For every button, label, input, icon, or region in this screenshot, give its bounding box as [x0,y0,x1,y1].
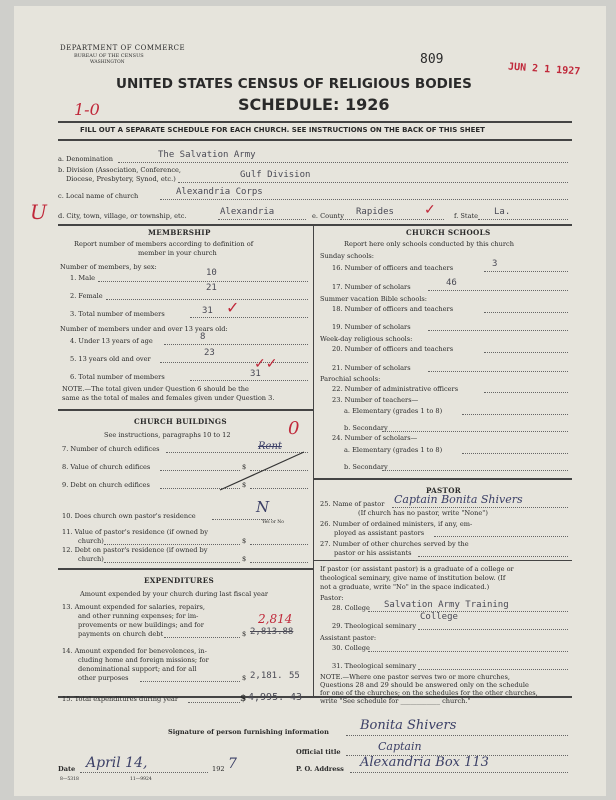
q6-checkmarks: ✓✓ [254,356,278,372]
q24b-line [382,470,568,471]
q13-label-1: 13. Amount expended for salaries, repairs, [62,603,205,611]
q30-label: 30. College [332,644,370,652]
q19-line [428,330,568,331]
q12-label-2: church) [78,555,104,563]
city-value: Alexandria [220,207,275,217]
q15-dollar: $ [240,694,247,704]
expenditures-title: EXPENDITURES [144,576,214,585]
pastor-note-4: write "See schedule for ____________ church." [320,697,471,705]
q4-label: 4. Under 13 years of age [70,337,153,345]
q21-line [428,371,568,372]
q27-label-2: pastor or his assistants [334,549,412,557]
q13-label-4: payments on church debt [78,630,164,638]
q18-line [484,312,568,313]
q25-line [392,507,568,508]
vacation-schools-label: Summer vacation Bible schools: [320,295,428,303]
buildings-strike-mark [218,448,308,494]
q11-label-2: church) [78,537,104,545]
denomination-line [118,162,568,163]
instruction-line: FILL OUT A SEPARATE SCHEDULE FOR EACH CHURCH. SEE INSTRUCTIONS ON THE BACK OF THIS SHEET [80,126,485,134]
q5-label: 5. 13 years old and over [70,355,151,363]
membership-intro-1: Report number of members according to definition of [74,240,254,248]
q17-line [428,290,568,291]
year-value: 7 [228,756,237,772]
bureau-label: BUREAU OF THE CENSUS [74,53,144,59]
q6-value: 31 [250,369,261,379]
membership-intro-2: member in your church [138,249,217,257]
q14-dollar: $ [242,674,247,682]
q14-value: 2,181. [250,671,283,681]
q14-line [140,681,240,682]
schedule-number: 809 [420,52,444,67]
q29-line [418,629,568,630]
q11-dollar: $ [242,537,247,545]
received-stamp: JUN 2 1 1927 [507,61,581,78]
q13-struck-value: 2,813.88 [250,627,294,637]
signature-line [346,735,568,736]
form-subtitle: SCHEDULE: 1926 [238,95,390,114]
q19-label: 19. Number of scholars [332,323,411,331]
q28-line [368,611,568,612]
header-rule-bottom [58,139,572,141]
header-rule-top [58,121,572,123]
q1-value: 10 [206,268,217,278]
membership-note-2: same as the total of males and females given under Question 3. [62,394,275,402]
q26-label-1: 26. Number of ordained ministers, if any, em- [320,520,473,528]
q28-value-1: Salvation Army Training [384,600,509,610]
q13-line [164,637,240,638]
q4-line [164,344,308,345]
pastor-title: PASTOR [426,486,462,495]
po-address-line [350,772,568,773]
q23-label: 23. Number of teachers— [332,396,419,404]
signature-value: Bonita Shivers [360,718,457,733]
division-line [178,182,568,183]
q10-label: 10. Does church own pastor's residence [62,512,196,520]
q22-label: 22. Number of administrative officers [332,385,459,393]
q16-label: 16. Number of officers and teachers [332,264,454,272]
q5-value: 23 [204,348,215,358]
buildings-subtitle: See instructions, paragraphs 10 to 12 [104,431,231,439]
buildings-title: CHURCH BUILDINGS [134,417,227,426]
signature-label: Signature of person furnishing information [168,728,329,736]
graduate-note-3: not a graduate, write "No" in the space indicated.) [320,583,490,591]
q13-label-3: provements or new buildings; and for [78,621,204,629]
q12-label-1: 12. Debt on pastor's residence (if owned by [62,546,208,554]
q12-dollar: $ [242,555,247,563]
graduate-note-2: theological seminary, give name of institution below. (If [320,574,506,582]
q24a-label: a. Elementary (grades 1 to 8) [344,446,443,454]
city-label: WASHINGTON [90,60,125,65]
department-label: DEPARTMENT OF COMMERCE [60,44,186,52]
q12-line [104,562,240,563]
q25-label: 25. Name of pastor [320,500,385,508]
city-label: d. City, town, village, or township, etc. [58,212,187,220]
q3-label: 3. Total number of members [70,310,165,318]
local-name-label: c. Local name of church [58,192,139,200]
q4-value: 8 [200,332,206,342]
q7-value: 0 [288,418,300,439]
q28-label: 28. College [332,604,370,612]
q25-note: (If church has no pastor, write "None") [358,509,488,517]
pastor-note-2: Questions 28 and 29 should be answered only on the schedule [320,681,529,689]
q9-label: 9. Debt on church edifices [62,481,150,489]
assistant-subheading: Assistant pastor: [320,634,377,642]
q17-value: 46 [446,278,457,288]
q12-amount-line [250,562,308,563]
q10-value: N [256,498,270,516]
schools-subtitle: Report here only schools conducted by this church [344,240,514,248]
q20-line [484,352,568,353]
graduate-note-1: If pastor (or assistant pastor) is a graduate of a college or [320,565,514,573]
column-divider [313,224,314,696]
schools-title: CHURCH SCHOOLS [406,228,491,237]
q11-label-1: 11. Value of pastor's residence (if owned by [62,528,208,536]
q6-line [190,380,308,381]
pastor-mid-rule [313,560,572,561]
q7-struck-entry: Rent [258,441,282,452]
q20-label: 20. Number of officers and teachers [332,345,454,353]
parochial-schools-label: Parochial schools: [320,375,381,383]
q27-line [418,556,568,557]
q14-label-2: cluding home and foreign missions; for [78,656,209,664]
county-line [340,219,444,220]
q22-line [484,392,568,393]
form-number: 8—5318 [60,777,79,782]
q2-line [106,299,308,300]
q26-line [434,536,568,537]
q11-amount-line [250,544,308,545]
q28-value-2: College [420,612,458,622]
by-sex-label: Number of members, by sex: [60,263,157,271]
q18-label: 18. Number of officers and teachers [332,305,454,313]
q11-line [104,544,240,545]
q14-cents: 55 [289,671,300,681]
q13-dollar: $ [242,630,247,638]
date-line [80,772,208,773]
q16-line [484,271,568,272]
section-rule [58,224,572,226]
date-value: April 14, [86,755,148,771]
pastor-note-1: NOTE.—Where one pastor serves two or more churches, [320,673,510,681]
q2-value: 21 [206,283,217,293]
date-label: Date [58,765,76,773]
q15-value: 4,995. [248,692,285,703]
local-name-value: Alexandria Corps [176,187,263,197]
county-checkmark: ✓ [424,202,436,218]
q26-label-2: ployed as assistant pastors [334,529,425,537]
q23b-line [382,431,568,432]
q25-value: Captain Bonita Shivers [394,493,523,506]
division-label-1: b. Division (Association, Conference, [58,166,182,174]
membership-note-1: NOTE.—The total given under Question 6 should be the [62,385,249,393]
q8-label: 8. Value of church edifices [62,463,151,471]
year-prefix: 192 [212,765,225,773]
q2-label: 2. Female [70,292,103,300]
weekday-schools-label: Week-day religious schools: [320,335,413,343]
q13-value: 2,814 [258,612,293,626]
sunday-schools-label: Sunday schools: [320,252,374,260]
state-value: La. [494,207,511,217]
denomination-label: a. Denomination [58,155,114,163]
print-number: 11—9924 [130,777,152,782]
yes-no-hint: Yes or No [262,520,284,525]
q27-label-1: 27. Number of other churches served by the [320,540,469,548]
county-label: e. County [312,212,344,220]
q7-label: 7. Number of church edifices [62,445,160,453]
q24-label: 24. Number of scholars— [332,434,418,442]
denomination-value: The Salvation Army [158,150,256,160]
q24a-line [462,453,568,454]
membership-title: MEMBERSHIP [148,228,211,237]
po-address-value: Alexandria Box 113 [360,755,489,770]
q29-label: 29. Theological seminary [332,622,417,630]
q14-label-1: 14. Amount expended for benevolences, in- [62,647,207,655]
q21-label: 21. Number of scholars [332,364,411,372]
q9-dollar: $ [242,481,247,489]
q23a-label: a. Elementary (grades 1 to 8) [344,407,443,415]
buildings-bottom-rule [58,568,313,570]
pastor-note-3: for one of the churches; on the schedules for the other churches, [320,689,538,697]
q23b-label: b. Secondary [344,424,388,432]
q15-line [188,702,240,703]
q24b-label: b. Secondary [344,463,388,471]
q30-line [368,651,568,652]
q6-label: 6. Total number of members [70,373,165,381]
po-address-label: P. O. Address [296,765,344,773]
q31-line [418,669,568,670]
official-title-label: Official title [296,748,341,756]
state-label: f. State [454,212,479,220]
form-title: UNITED STATES CENSUS OF RELIGIOUS BODIES [116,76,472,92]
state-line [478,219,568,220]
age-intro: Number of members under and over 13 years old: [60,325,228,333]
q3-value: 31 [202,306,213,316]
q15-label: 15. Total expenditures during year [62,695,178,703]
q16-value: 3 [492,259,498,269]
pastor-subheading: Pastor: [320,594,344,602]
q23a-line [462,414,568,415]
county-value: Rapides [356,207,394,217]
q14-label-4: other purposes [78,674,129,682]
q14-label-3: denominational support; and for all [78,665,197,673]
division-label-2: Diocese, Presbytery, Synod, etc.) [66,175,176,183]
expenditures-subtitle: Amount expended by your church during last fiscal year [80,590,269,598]
q8-dollar: $ [242,463,247,471]
local-name-line [160,199,568,200]
margin-mark: U [30,200,47,224]
q15-cents: 43 [290,692,303,703]
q13-label-2: and other running expenses; for im- [78,612,199,620]
membership-bottom-rule [58,409,313,411]
q31-label: 31. Theological seminary [332,662,417,670]
division-value: Gulf Division [240,170,311,180]
official-title-value: Captain [378,740,422,753]
q3-line [190,317,308,318]
schools-bottom-rule [313,478,572,480]
q5-line [160,362,308,363]
q17-label: 17. Number of scholars [332,283,411,291]
code-annotation: 1-0 [74,100,100,119]
q1-line [98,281,308,282]
q3-checkmark: ✓ [226,298,240,317]
q1-label: 1. Male [70,274,96,282]
city-line [218,219,306,220]
